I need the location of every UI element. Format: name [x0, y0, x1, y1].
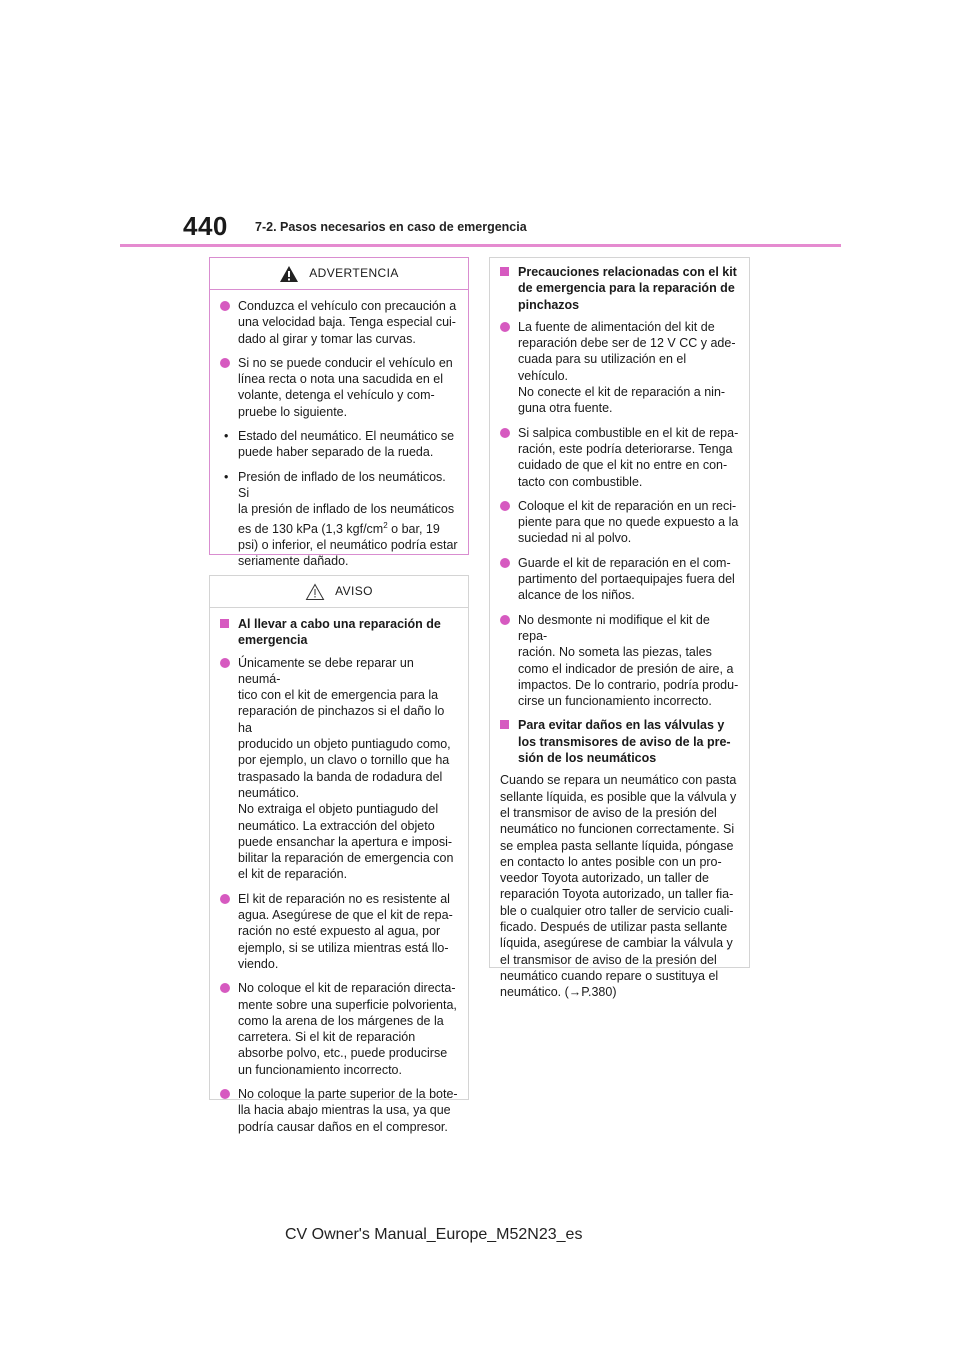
text-line: puede ensanchar la apertura e imposi- — [238, 834, 453, 849]
bullet-dot-icon — [500, 558, 510, 568]
notice-box — [209, 575, 469, 1134]
right-bullet-3 — [500, 498, 739, 547]
warning-box-title: ADVERTENCIA — [309, 266, 399, 281]
page-number: 440 — [183, 211, 228, 241]
text-line: la presión de inflado de los neumáticos — [238, 502, 455, 517]
warning-sub-item-2 — [220, 469, 458, 570]
text-line: Si salpica combustible en el kit de repa- — [518, 425, 739, 440]
text-line: Si no se puede conducir el vehículo en — [238, 355, 453, 370]
text-line: traspasado la banda de rodadura del — [238, 769, 443, 784]
bullet-dot-icon — [220, 658, 230, 668]
text-line: impactos. De lo contrario, podría produ- — [518, 677, 739, 692]
text-line: ejemplo, si se utiliza mientras está llo- — [238, 940, 449, 955]
text-line: el transmisor de aviso de la presión del — [500, 952, 717, 967]
text-line: neumático. La extracción del objeto — [238, 818, 435, 833]
warning-sub-item-1 — [220, 428, 458, 461]
text-line: reparación de pinchazos si el daño lo ha — [238, 704, 445, 735]
text-line: reparación debe ser de 12 V CC y ade- — [518, 336, 736, 351]
text-line: de emergencia para la reparación de — [518, 281, 735, 296]
text-line: ración, este podría deteriorarse. Tenga — [518, 441, 733, 456]
text-line: No desmonte ni modifique el kit de repa- — [518, 612, 710, 643]
bullet-dot-icon — [500, 322, 510, 332]
text-line: ración. No someta las piezas, tales — [518, 645, 712, 660]
text-line: Para evitar daños en las válvulas y — [518, 718, 725, 733]
text-line: Coloque el kit de reparación en un reci- — [518, 498, 737, 513]
text-line: por ejemplo, un clavo o tornillo que ha — [238, 753, 450, 768]
text-line: neumático cuando repare o sustituya el — [500, 968, 719, 983]
text-line: cuada para su utilización en el vehículo. — [518, 352, 687, 383]
text-line: pruebe lo siguiente. — [238, 404, 348, 419]
text-line: producido un objeto puntiagudo como, — [238, 737, 451, 752]
text-line: Cuando se repara un neumático con pasta — [500, 773, 737, 788]
text-line: Al llevar a cabo una reparación de — [238, 617, 441, 631]
text-line: No coloque el kit de reparación directa- — [238, 981, 456, 996]
text-line: guna otra fuente. — [518, 401, 613, 416]
text-fragment: es de 130 kPa (1,3 kgf/cm — [238, 521, 384, 536]
notice-bullet-2 — [220, 891, 458, 972]
right-heading-1 — [500, 264, 739, 313]
notice-bullet-1 — [220, 655, 458, 883]
text-line: veedor Toyota autorizado, un taller de — [500, 871, 709, 886]
warning-box-header — [210, 258, 468, 290]
text-line: lla hacia abajo mientras la usa, ya que — [238, 1103, 451, 1118]
section-title: 7-2. Pasos necesarios en caso de emergencia — [255, 220, 527, 234]
text-line: carretera. Si el kit de reparación — [238, 1030, 416, 1045]
text-line: absorbe polvo, etc., puede producirse — [238, 1046, 448, 1061]
text-line: suciedad ni al polvo. — [518, 531, 632, 546]
text-fragment: neumático. ( — [500, 985, 569, 1000]
text-line: reparación Toyota autorizado, un taller fia- — [500, 887, 734, 902]
right-heading-2 — [500, 717, 739, 766]
text-line: Conduzca el vehículo con precaución a — [238, 299, 457, 313]
right-paragraph — [500, 772, 739, 1000]
text-line: Precauciones relacionadas con el kit — [518, 265, 737, 279]
caution-triangle-outline-icon — [305, 583, 325, 601]
text-line: mente sobre una superficie polvorienta, — [238, 997, 457, 1012]
bullet-dot-icon — [220, 1089, 230, 1099]
text-line: una velocidad baja. Tenga especial cui- — [238, 315, 456, 330]
text-fragment: ) — [612, 985, 617, 1000]
sub-bullet-mark: • — [224, 429, 229, 444]
bullet-dot-icon — [500, 501, 510, 511]
text-line: ficado. Después de utilizar pasta sellante — [500, 919, 728, 934]
text-line: neumático. — [238, 785, 300, 800]
notice-box-title: AVISO — [335, 584, 373, 599]
text-line: podría causar daños en el compresor. — [238, 1119, 448, 1134]
bullet-dot-icon — [500, 615, 510, 625]
notice-bullet-4 — [220, 1086, 458, 1135]
square-bullet-icon — [500, 720, 509, 729]
text-line: se emplea pasta sellante líquida, póngase — [500, 838, 734, 853]
text-line: Guarde el kit de reparación en el com- — [518, 555, 731, 570]
text-line: neumático no funcionen correctamente. Si — [500, 822, 735, 837]
text-line: cirse un funcionamiento incorrecto. — [518, 694, 712, 709]
sub-bullet-mark: • — [224, 469, 229, 484]
text-line: ración no esté expuesto al agua, por — [238, 924, 441, 939]
text-line: bilitar la reparación de emergencia con — [238, 851, 454, 866]
square-bullet-icon — [500, 267, 509, 276]
superscript: 2 — [383, 520, 388, 530]
bullet-dot-icon — [220, 894, 230, 904]
bullet-dot-icon — [220, 301, 230, 311]
bullet-dot-icon — [220, 358, 230, 368]
right-bullet-5 — [500, 612, 739, 710]
text-line: tico con el kit de emergencia para la — [238, 688, 439, 703]
text-line: Únicamente se debe reparar un neumá- — [238, 655, 414, 686]
text-line: puede haber separado de la rueda. — [238, 445, 434, 460]
text-line: emergencia — [238, 633, 308, 648]
text-line: tacto con combustible. — [518, 474, 643, 489]
text-line: un funcionamiento incorrecto. — [238, 1062, 402, 1077]
text-line: No coloque la parte superior de la bote- — [238, 1087, 458, 1102]
text-line: viendo. — [238, 956, 279, 971]
text-line: Estado del neumático. El neumático se — [238, 429, 455, 444]
text-line: psi) o inferior, el neumático podría estar — [238, 537, 458, 552]
bullet-dot-icon — [220, 983, 230, 993]
notice-heading — [220, 616, 458, 649]
text-fragment: o bar, 19 — [387, 521, 440, 536]
text-line: el transmisor de aviso de la presión del — [500, 805, 717, 820]
text-line: pinchazos — [518, 297, 580, 312]
text-line: agua. Asegúrese de que el kit de repa- — [238, 908, 453, 923]
text-line: línea recta o nota una sacudida en el — [238, 372, 444, 387]
right-bullet-1 — [500, 319, 739, 417]
warning-triangle-icon — [279, 265, 299, 283]
text-line: No conecte el kit de reparación a nin- — [518, 385, 726, 400]
warning-box — [209, 257, 469, 569]
text-line: seriamente dañado. — [238, 554, 349, 569]
text-line: piente para que no quede expuesto a la — [518, 515, 739, 530]
text-line-with-reference — [500, 984, 739, 1000]
text-line: sellante líquida, es posible que la válvula y — [500, 789, 737, 804]
text-line: como el indicador de presión de aire, a — [518, 661, 734, 676]
notice-bullet-3 — [220, 980, 458, 1078]
text-line: dado al girar y tomar las curvas. — [238, 331, 416, 346]
text-line: alcance de los niños. — [518, 588, 635, 603]
text-line: los transmisores de aviso de la pre- — [518, 734, 731, 749]
footer-text: CV Owner's Manual_Europe_M52N23_es — [285, 1226, 583, 1243]
notice-box-header — [210, 576, 468, 608]
right-bullet-2 — [500, 425, 739, 490]
reference-arrow-icon: → — [568, 985, 582, 1000]
text-line: volante, detenga el vehículo y com- — [238, 388, 435, 403]
page-reference-link[interactable]: P.380 — [581, 985, 613, 1000]
text-line: ble o cualquier otro taller de servicio cuali- — [500, 903, 734, 918]
text-line: partimento del portaequipajes fuera del — [518, 572, 735, 587]
text-line: cuidado de que el kit no entre en con- — [518, 458, 728, 473]
text-line: Presión de inflado de los neumáticos. Si — [238, 469, 446, 500]
text-line: líquida, asegúrese de cambiar la válvula y — [500, 936, 733, 951]
text-line: El kit de reparación no es resistente al — [238, 891, 450, 906]
right-notice-box — [489, 257, 750, 1000]
text-line-with-superscript — [238, 521, 458, 537]
text-line: como la arena de los márgenes de la — [238, 1013, 444, 1028]
text-line: el kit de reparación. — [238, 867, 348, 882]
warning-bullet-2 — [220, 355, 458, 420]
header-rule — [120, 244, 841, 247]
bullet-dot-icon — [500, 428, 510, 438]
text-line: sión de los neumáticos — [518, 751, 657, 766]
text-line: No extraiga el objeto puntiagudo del — [238, 802, 439, 817]
square-bullet-icon — [220, 619, 229, 628]
text-line: en contacto lo antes posible con un pro- — [500, 854, 722, 869]
warning-bullet-1 — [220, 298, 458, 347]
right-bullet-4 — [500, 555, 739, 604]
text-line: La fuente de alimentación del kit de — [518, 319, 715, 334]
